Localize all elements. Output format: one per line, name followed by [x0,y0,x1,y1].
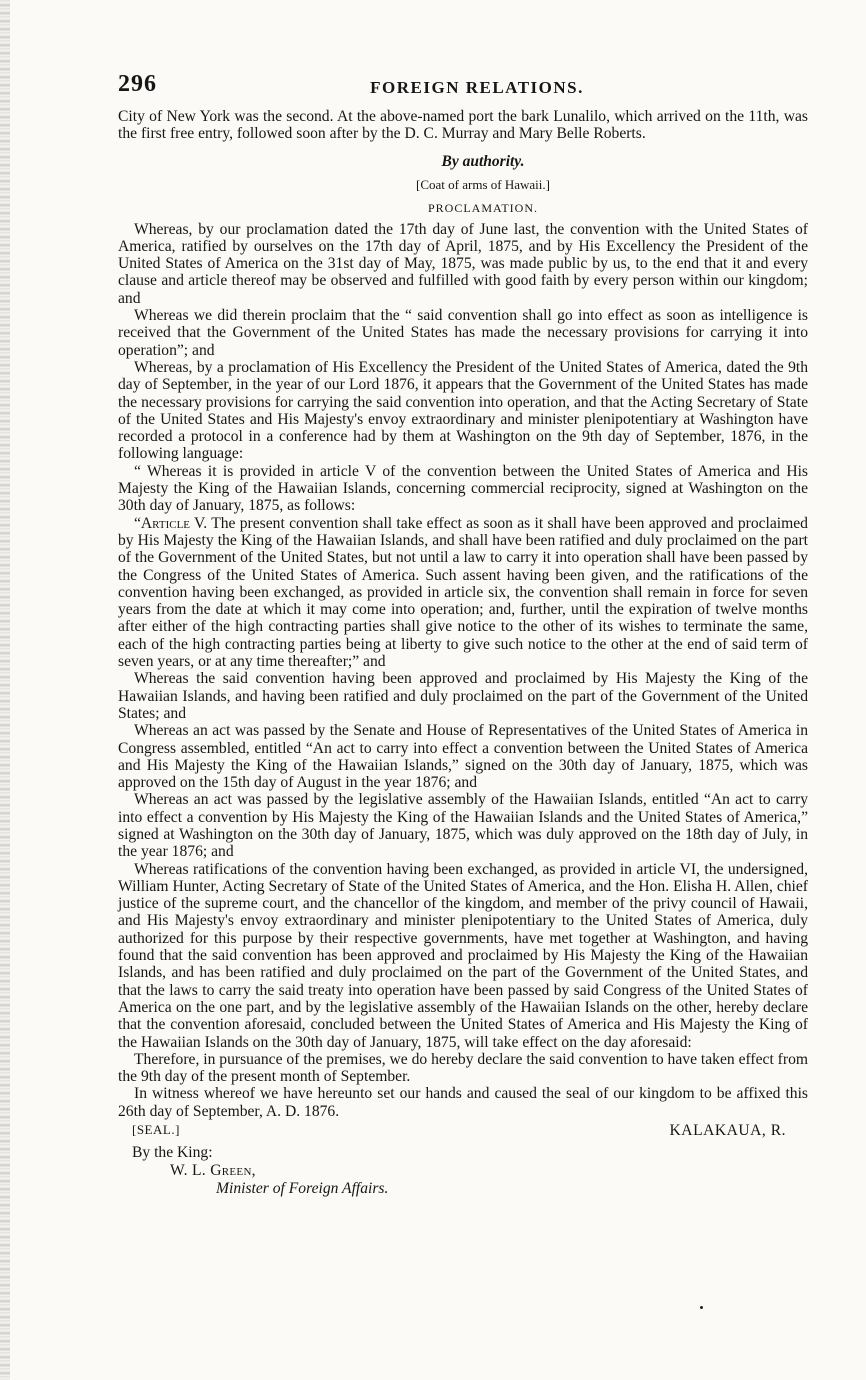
page-edge [0,0,10,1380]
running-title: FOREIGN RELATIONS. [370,78,584,97]
seal-mark: [SEAL.] [132,1122,180,1138]
paragraph: Whereas an act was passed by the Senate and House of Representatives of the United States of America in Congress assembled, entitled “An act to carry into effect a convention between the United States of America and His Majesty the King of the Hawaiian Islands,” signed on the 30th day of January, 1875, which was approved on the 15th day of August in the year 1876; and [118,722,808,792]
king-signature: KALAKAUA, R. [669,1122,786,1140]
running-head [118,68,808,108]
document-page [118,68,808,1198]
article-text: The present convention shall take effect as soon as it shall have been approved and proclaimed by His Majesty the King of the Hawaiian Islands, and shall have been ratified and duly proclaimed on the part of the Government of the United States, but not until a law to carry it into operation shall have been passed by the Congress of the United States of America. Such assent having been given, and the ratifications of the convention having been exchanged, as provided in article six, the convention shall remain in force for seven years from the date at which it may come into operation; and, further, until the expiration of twelve months after either of the high contracting parties shall give notice to the other of its wishes to terminate the same, each of the high contracting parties being at liberty to give such notice to the other at the end of said term of seven years, or at any time thereafter;” and [118,514,808,671]
article-v-paragraph [118,515,808,671]
signature-row [118,1122,808,1144]
paragraph: Whereas the said convention having been approved and proclaimed by His Majesty the King of the Hawaiian Islands, and having been ratified and duly proclaimed on the part of the Government of the United States; and [118,670,808,722]
paragraph: In witness whereof we have hereunto set our hands and caused the seal of our kingdom to be affixed this 26th day of September, A. D. 1876. [118,1085,808,1120]
signer-title: Minister of Foreign Affairs. [216,1180,389,1198]
article-label: “Article V. [134,514,208,532]
paragraph: Therefore, in pursuance of the premises, we do hereby declare the said convention to have taken effect from the 9th day of the present month of September. [118,1050,808,1086]
by-authority-heading: By authority. [441,152,525,170]
signer-name: W. L. Green, [170,1162,256,1180]
paragraph: Whereas an act was passed by the legislative assembly of the Hawaiian Islands, entitled “An act to carry into effect a convention by His Majesty the King of the Hawaiian Islands and the United States of America,” signed at Washington on the 30th day of January, 1875, which was duly approved on the 18th day of July, in the year 1876; and [118,791,808,861]
paragraph: Whereas we did therein proclaim that the “ said convention shall go into effect as soon as intelligence is received that the Government of the United States has made the necessary provisions for carrying it into operation”; and [118,307,808,359]
proclamation-heading: PROCLAMATION. [427,200,538,215]
ink-speck [700,1306,703,1309]
paragraph: Whereas ratifications of the convention having been exchanged, as provided in article VI, the undersigned, William Hunter, Acting Secretary of State of the United States of America, and the Hon. Elisha H. Allen, chief justice of the supreme court, and the chancellor of the kingdom, and member of the privy council of Hawaii, and His Majesty's envoy extraordinary and minister plenipotentiary to the United States of America, duly authorized for this purpose by their respective governments, have met together at Washington, and having found that the said convention has been approved and proclaimed by His Majesty the King of the Hawaiian Islands, and has been ratified and duly proclaimed on the part of the Government of the United States, and that the laws to carry the said treaty into operation have been passed by said Congress of the United States of America on the one part, and by the legislative assembly of the Hawaiian Islands on the other, hereby declare that the convention aforesaid, concluded between the United States of America and His Majesty the King of the Hawaiian Islands on the 30th day of January, 1875, will take effect on the day aforesaid: [118,860,808,1051]
paragraph: Whereas, by a proclamation of His Excellency the President of the United States of America, dated the 9th day of September, in the year of our Lord 1876, it appears that the Government of the United States has made the necessary provisions for carrying the said convention into operation, and that the Acting Secretary of State of the United States and His Majesty's envoy extraordinary and minister plenipotentiary at Washington have recorded a protocol in a conference had by them at Washington on the 9th day of September, 1876, in the following language: [118,358,808,463]
page-number: 296 [118,71,157,97]
coat-of-arms-note: [Coat of arms of Hawaii.] [416,176,550,192]
intro-paragraph: City of New York was the second. At the above-named port the bark Lunalilo, which arrived on the 11th, was the first free entry, followed soon after by the D. C. Murray and Mary Belle Roberts. [118,108,808,143]
paragraph: “ Whereas it is provided in article V of the convention between the United States of America and His Majesty the King of the Hawaiian Islands, concerning commercial reciprocity, signed at Washington on the 30th day of January, 1875, as follows: [118,462,808,515]
paragraph: Whereas, by our proclamation dated the 17th day of June last, the convention with the United States of America, ratified by ourselves on the 17th day of April, 1875, and by His Excellency the President of the United States of America on the 31st day of May, 1875, was made public by us, to the end that it and every clause and article thereof may be observed and fulfilled with good faith by every person within our kingdom; and [118,220,808,307]
by-the-king: By the King: [132,1144,213,1162]
body-text [118,108,808,1120]
